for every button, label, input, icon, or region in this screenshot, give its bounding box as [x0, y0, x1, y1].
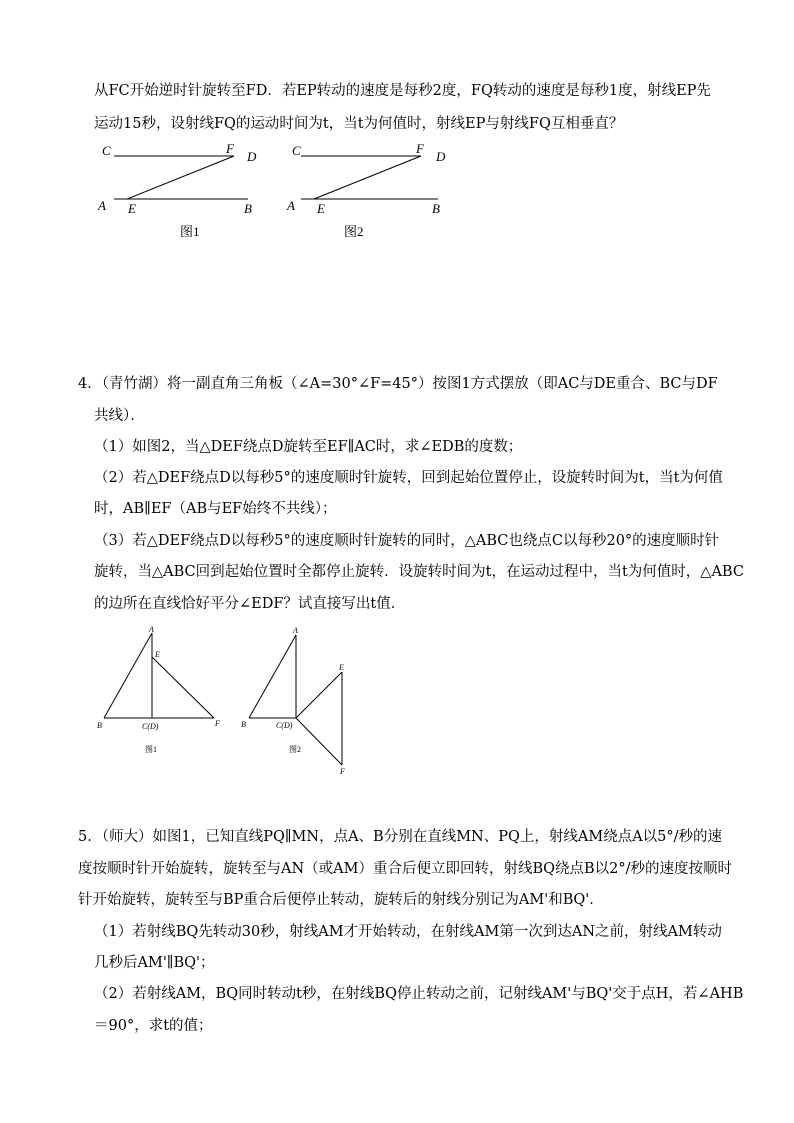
- point-label-e: E: [128, 201, 136, 216]
- problem3-text-line2: 运动15秒，设射线FQ的运动时间为t，当t为何值时，射线EP与射线FQ互相垂直？: [94, 116, 624, 132]
- point-label-a: A: [293, 626, 298, 635]
- point-label-f: F: [215, 719, 220, 728]
- point-label-cd: C(D): [142, 722, 159, 731]
- problem5-text-line1: 5．（师大）如图1，已知直线PQ∥MN，点A、B分别在直线MN、PQ上，射线AM绕点A以5°/秒的速: [78, 829, 723, 845]
- figure-caption: 图1: [145, 745, 157, 754]
- figure-caption: 图2: [344, 224, 364, 239]
- point-label-b: B: [244, 201, 252, 216]
- point-label-b: B: [432, 201, 440, 216]
- problem5-text-line3: 针开始旋转，旋转至与BP重合后便停止转动，旋转后的射线分别记为AM'和BQ'．: [78, 892, 604, 908]
- point-label-a: A: [287, 198, 295, 213]
- point-label-cd: C(D): [276, 721, 293, 730]
- point-label-e: E: [339, 663, 344, 672]
- problem5-part2-line1: （2）若射线AM，BQ同时转动t秒，在射线BQ停止转动之前，记射线AM'与BQ'交于点H，若∠AHB: [94, 986, 744, 1002]
- problem3-figure-2: [284, 138, 454, 243]
- point-label-f: F: [416, 141, 424, 156]
- point-label-f: F: [226, 141, 234, 156]
- problem4-part3-line1: （3）若△DEF绕点D以每秒5°的速度顺时针旋转的同时，△ABC也绕点C以每秒20°的速度顺时针: [94, 533, 720, 549]
- point-label-c: C: [292, 143, 301, 158]
- point-label-d: D: [247, 149, 257, 164]
- point-label-c: C: [102, 143, 111, 158]
- problem5-part1-line2: 几秒后AM'∥BQ'；: [94, 955, 215, 971]
- point-label-a: A: [98, 198, 106, 213]
- problem4-part3-line2: 旋转，当△ABC回到起始位置时全都停止旋转．设旋转时间为t，在运动过程中，当t为何值时，△ABC: [94, 564, 744, 580]
- problem4-figure-1: [90, 622, 230, 762]
- problem5-text-line2: 度按顺时针开始旋转，旋转至与AN（或AM）重合后便立即回转，射线BQ绕点B以2°/秒的速度按顺时: [78, 861, 733, 877]
- problem4-figure-2: [234, 622, 364, 782]
- problem4-part3-line3: 的边所在直线恰好平分∠EDF？试直接写出t值．: [94, 596, 406, 612]
- point-label-f: F: [340, 767, 345, 776]
- point-label-a: A: [149, 625, 154, 634]
- problem4-part2-line1: （2）若△DEF绕点D以每秒5°的速度顺时针旋转，回到起始位置停止，设旋转时间为t，当t为何值: [94, 470, 723, 486]
- point-label-e: E: [317, 201, 325, 216]
- point-label-e: E: [155, 650, 160, 659]
- problem5-part1-line1: （1）若射线BQ先转动30秒，射线AM才开始转动，在射线AM第一次到达AN之前，射线AM转动: [94, 924, 722, 940]
- problem5-part2-line2: ＝90°，求t的值；: [94, 1018, 213, 1034]
- figure-caption: 图1: [180, 224, 200, 239]
- figure-caption: 图2: [289, 745, 301, 754]
- problem4-text-line2: 共线）．: [94, 408, 145, 424]
- point-label-d: D: [436, 149, 446, 164]
- point-label-b: B: [97, 721, 102, 730]
- point-label-b: B: [241, 720, 246, 729]
- problem4-part2-line2: 时，AB∥EF（AB与EF始终不共线）；: [94, 501, 337, 517]
- problem3-text-line1: 从FC开始逆时针旋转至FD．若EP转动的速度是每秒2度，FQ转动的速度是每秒1度，射线EP先: [94, 83, 711, 99]
- problem3-figure-1: [94, 138, 264, 243]
- problem4-text-line1: 4．（青竹湖）将一副直角三角板（∠A=30°∠F=45°）按图1方式摆放（即AC与DE重合、BC与DF: [78, 376, 718, 392]
- problem4-part1: （1）如图2，当△DEF绕点D旋转至EF∥AC时，求∠EDB的度数；: [94, 439, 523, 455]
